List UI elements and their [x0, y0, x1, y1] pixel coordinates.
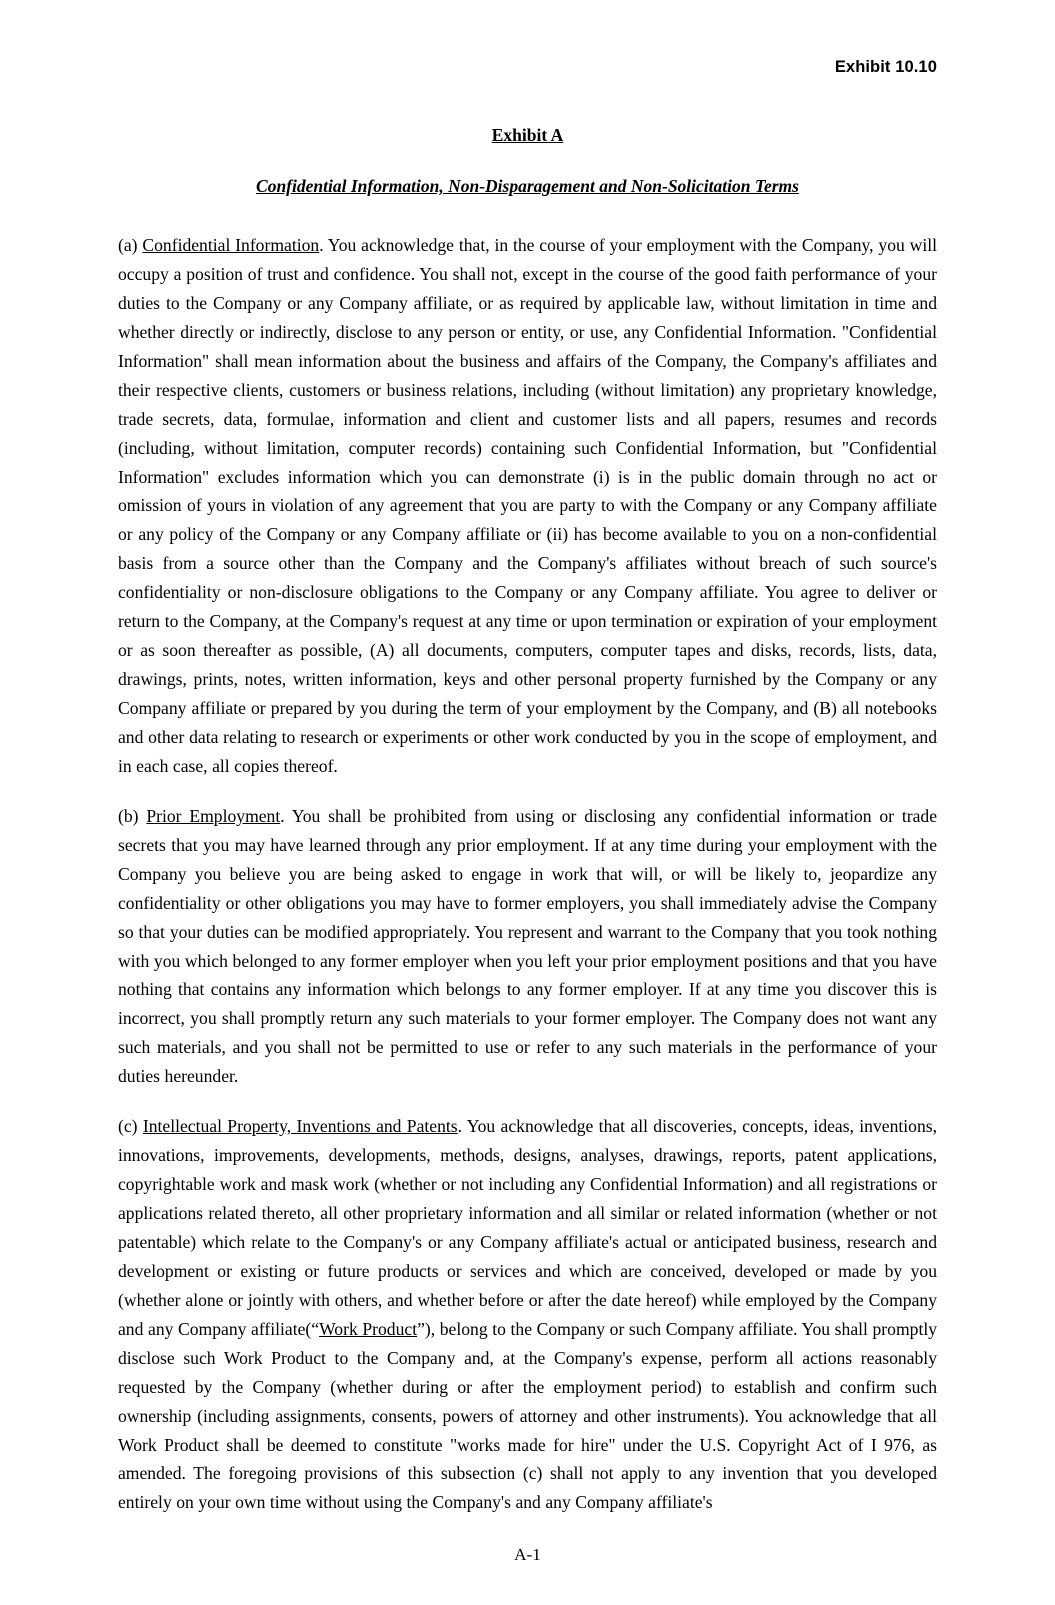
page-subtitle-text: Confidential Information, Non-Disparagement and Non-Solicitation Terms — [256, 176, 799, 196]
paragraph-a-marker: (a) — [118, 235, 138, 255]
paragraph-b-heading: Prior Employment — [146, 805, 281, 826]
paragraph-a — [118, 231, 937, 781]
paragraph-b-marker: (b) — [118, 805, 139, 826]
paragraph-b-text: . You shall be prohibited from using or disclosing any confidential information or trade secrets that you may have learned through any prior employment. If at any time during your employment with the Company you believe you are being asked to engage in work that will, or will be likely to, jeopardize any confidentiality or other obligations you may have to former employers, you shall immediately advise the Company so that your duties can be modified appropriately. You represent and warrant to the Company that you took nothing with you which belonged to any former employer when you left your prior employment positions and that you have nothing that contains any information which belongs to any former employer. If at any time you discover this is incorrect, you shall promptly return any such materials to your former employer. The Company does not want any such materials, and you shall not be permitted to use or refer to any such materials in the performance of your duties hereunder. — [118, 805, 938, 1087]
exhibit-tag: Exhibit 10.10 — [834, 58, 937, 76]
page-number: A-1 — [514, 1545, 541, 1565]
paragraph-b — [118, 802, 937, 1091]
paragraph-c-text-after: ”), belong to the Company or such Company affiliate. You shall promptly disclose such Work Product to the Company and, at the Company's expense, perform all actions reasonably requested by the Company (whether during or after the employment period) to establish and confirm such ownership (including assignments, consents, powers of attorney and other instruments). You acknowledge that all Work Product shall be deemed to constitute "works made for hire" under the U.S. Copyright Act of I 976, as amended. The foregoing provisions of this subsection (c) shall not apply to any invention that you developed entirely on your own time without using the Company's and any Company affiliate's — [118, 1318, 938, 1513]
page-title-text: Exhibit A — [491, 125, 564, 145]
paragraph-c-text-before: . You acknowledge that all discoveries, concepts, ideas, inventions, innovations, improvements, developments, methods, designs, analyses, drawings, reports, patent applications, copyrightable work and mask work (whether or not including any Confidential Information) and all registrations or applications related thereto, all other proprietary information and all similar or related information (whether or not patentable) which relate to the Company's or any Company affiliate's actual or anticipated business, research and development or existing or future products or services and which are conceived, developed or made by you (whether alone or jointly with others, and whether before or after the date hereof) while employed by the Company and any Company affiliate(“ — [118, 1116, 937, 1339]
page-subtitle — [118, 176, 937, 197]
paragraph-c-heading: Intellectual Property, Inventions and Patents — [142, 1116, 458, 1137]
page-title — [118, 125, 937, 146]
paragraph-c — [118, 1112, 937, 1517]
paragraph-a-heading: Confidential Information — [142, 235, 320, 255]
paragraph-a-text: . You acknowledge that, in the course of your employment with the Company, you will occupy a position of trust and confidence. You shall not, except in the course of the good faith performance of your duties to the Company or any Company affiliate, or as required by applicable law, without limitation in time and whether directly or indirectly, disclose to any person or entity, or use, any Confidential Information. "Confidential Information" shall mean information about the business and affairs of the Company, the Company's affiliates and their respective clients, customers or business relations, including (without limitation) any proprietary knowledge, trade secrets, data, formulae, information and client and customer lists and all papers, resumes and records (including, without limitation, computer records) containing such Confidential Information, but "Confidential Information" excludes information which you can demonstrate (i) is in the public domain through no act or omission of yours in violation of any agreement that you are party to with the Company or any Company affiliate or any policy of the Company or any Company affiliate or (ii) has become available to you on a non-confidential basis from a source other than the Company and the Company's affiliates without breach of such source's confidentiality or non-disclosure obligations to the Company or any Company affiliate. You agree to deliver or return to the Company, at the Company's request at any time or upon termination or expiration of your employment or as soon thereafter as possible, (A) all documents, computers, computer tapes and disks, records, lists, data, drawings, prints, notes, written information, keys and other personal property furnished by the Company or any Company affiliate or prepared by you during the term of your employment by the Company, and (B) all notebooks and other data relating to research or experiments or other work conducted by you in the scope of employment, and in each case, all copies thereof. — [118, 235, 938, 776]
paragraph-c-marker: (c) — [118, 1116, 138, 1137]
work-product-term: Work Product — [319, 1318, 418, 1339]
